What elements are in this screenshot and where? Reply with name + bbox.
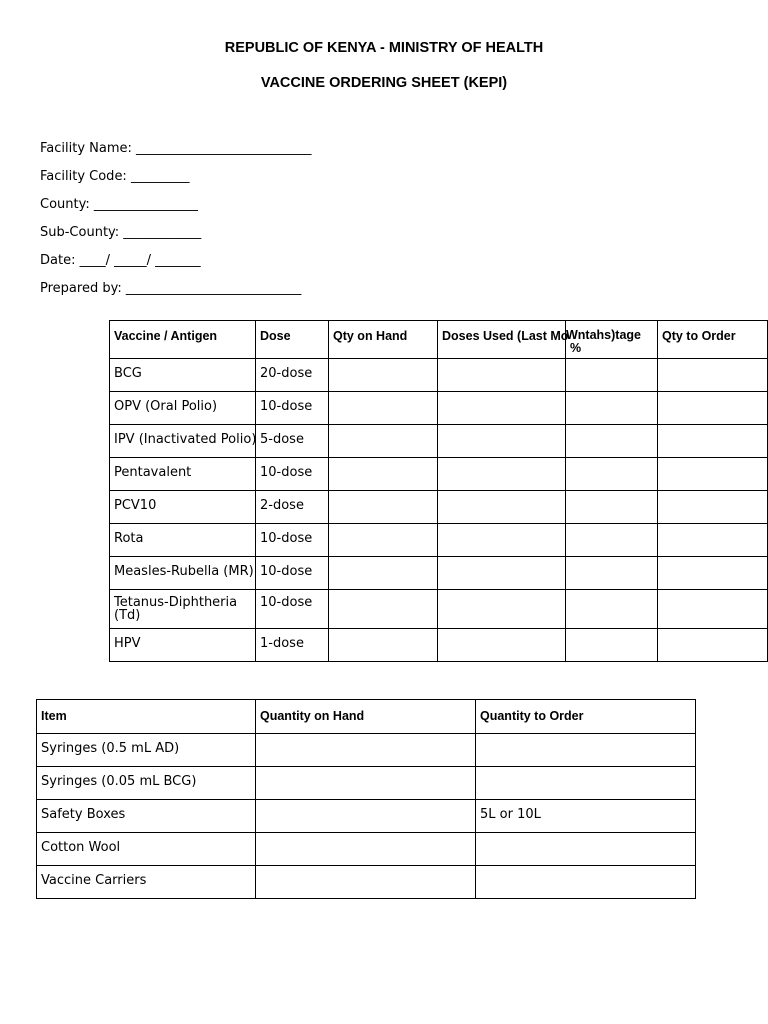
quantity-to-order-cell[interactable]	[476, 767, 696, 800]
quantity-to-order-cell[interactable]	[476, 833, 696, 866]
dose-cell[interactable]: 2-dose	[256, 491, 329, 524]
table-row	[37, 833, 696, 866]
doses-used-cell[interactable]	[438, 392, 566, 425]
doses-used-cell[interactable]	[438, 491, 566, 524]
vaccine-name-cell: IPV (Inactivated Polio)	[110, 425, 256, 458]
vaccine-name-cell: OPV (Oral Polio)	[110, 392, 256, 425]
table-row	[37, 800, 696, 833]
quantity-on-hand-cell[interactable]	[256, 800, 476, 833]
qty-to-order-cell[interactable]	[658, 524, 768, 557]
facility-info-fields	[40, 141, 312, 309]
table-row	[37, 767, 696, 800]
doses-used-cell[interactable]	[438, 425, 566, 458]
qty-to-order-cell[interactable]	[658, 359, 768, 392]
qty-on-hand-cell[interactable]	[329, 425, 438, 458]
table-row	[110, 557, 768, 590]
wastage-cell[interactable]	[566, 359, 658, 392]
qty-on-hand-cell[interactable]	[329, 458, 438, 491]
qty-on-hand-cell[interactable]	[329, 557, 438, 590]
doses-used-cell[interactable]	[438, 458, 566, 491]
qty-to-order-cell[interactable]	[658, 557, 768, 590]
dose-cell[interactable]: 10-dose	[256, 524, 329, 557]
qty-to-order-cell[interactable]	[658, 458, 768, 491]
doses-used-cell[interactable]	[438, 359, 566, 392]
qty-to-order-cell[interactable]	[658, 491, 768, 524]
col-header-item: Item	[37, 700, 256, 734]
vaccine-name-cell: Tetanus-Diphtheria (Td)	[110, 590, 256, 629]
qty-to-order-cell[interactable]	[658, 425, 768, 458]
supply-order-table	[36, 699, 696, 899]
dose-cell[interactable]: 10-dose	[256, 458, 329, 491]
quantity-to-order-cell[interactable]	[476, 866, 696, 899]
table-row	[110, 590, 768, 629]
item-name-cell: Syringes (0.05 mL BCG)	[37, 767, 256, 800]
vaccine-name-cell: BCG	[110, 359, 256, 392]
dose-cell[interactable]: 10-dose	[256, 557, 329, 590]
vaccine-name-cell: Pentavalent	[110, 458, 256, 491]
table-row	[110, 524, 768, 557]
doses-used-cell[interactable]	[438, 590, 566, 629]
doses-used-cell[interactable]	[438, 524, 566, 557]
table-row	[110, 392, 768, 425]
quantity-to-order-cell[interactable]: 5L or 10L	[476, 800, 696, 833]
table-row	[110, 629, 768, 662]
wastage-cell[interactable]	[566, 392, 658, 425]
col-header-wastage: Wntahs)tage %	[566, 321, 658, 359]
wastage-cell[interactable]	[566, 590, 658, 629]
qty-to-order-cell[interactable]	[658, 392, 768, 425]
vaccine-name-cell: PCV10	[110, 491, 256, 524]
sub-county-field[interactable]: Sub-County: ____________	[40, 225, 202, 240]
dose-cell[interactable]: 5-dose	[256, 425, 329, 458]
item-name-cell: Syringes (0.5 mL AD)	[37, 734, 256, 767]
qty-to-order-cell[interactable]	[658, 590, 768, 629]
item-name-cell: Safety Boxes	[37, 800, 256, 833]
col-header-quantity-on-hand: Quantity on Hand	[256, 700, 476, 734]
qty-to-order-cell[interactable]	[658, 629, 768, 662]
wastage-cell[interactable]	[566, 458, 658, 491]
doses-used-cell[interactable]	[438, 629, 566, 662]
qty-on-hand-cell[interactable]	[329, 629, 438, 662]
item-name-cell: Cotton Wool	[37, 833, 256, 866]
doses-used-cell[interactable]	[438, 557, 566, 590]
quantity-on-hand-cell[interactable]	[256, 866, 476, 899]
quantity-on-hand-cell[interactable]	[256, 833, 476, 866]
dose-cell[interactable]: 10-dose	[256, 392, 329, 425]
quantity-to-order-cell[interactable]	[476, 734, 696, 767]
page-subtitle: VACCINE ORDERING SHEET (KEPI)	[260, 75, 508, 91]
wastage-cell[interactable]	[566, 557, 658, 590]
table-row	[110, 359, 768, 392]
vaccine-order-table	[109, 320, 768, 662]
facility-name-field[interactable]: Facility Name: ___________________________	[40, 141, 312, 156]
dose-cell[interactable]: 20-dose	[256, 359, 329, 392]
dose-cell[interactable]: 10-dose	[256, 590, 329, 629]
col-header-vaccine: Vaccine / Antigen	[110, 321, 256, 359]
qty-on-hand-cell[interactable]	[329, 392, 438, 425]
qty-on-hand-cell[interactable]	[329, 359, 438, 392]
table-row	[37, 734, 696, 767]
qty-on-hand-cell[interactable]	[329, 524, 438, 557]
date-field[interactable]: Date: ____/ _____/ _______	[40, 253, 201, 268]
wastage-cell[interactable]	[566, 524, 658, 557]
table-row	[110, 425, 768, 458]
col-header-qty-on-hand: Qty on Hand	[329, 321, 438, 359]
table-header-row	[110, 321, 768, 359]
vaccine-name-cell: Rota	[110, 524, 256, 557]
qty-on-hand-cell[interactable]	[329, 491, 438, 524]
facility-code-field[interactable]: Facility Code: _________	[40, 169, 190, 184]
qty-on-hand-cell[interactable]	[329, 590, 438, 629]
quantity-on-hand-cell[interactable]	[256, 734, 476, 767]
dose-cell[interactable]: 1-dose	[256, 629, 329, 662]
vaccine-name-cell: HPV	[110, 629, 256, 662]
col-header-qty-to-order: Qty to Order	[658, 321, 768, 359]
page-title: REPUBLIC OF KENYA - MINISTRY OF HEALTH	[224, 40, 544, 56]
wastage-cell[interactable]	[566, 425, 658, 458]
col-header-quantity-to-order: Quantity to Order	[476, 700, 696, 734]
table-header-row	[37, 700, 696, 734]
col-header-doses-used: Doses Used (Last Mo	[438, 321, 566, 359]
prepared-by-field[interactable]: Prepared by: ___________________________	[40, 281, 302, 296]
wastage-cell[interactable]	[566, 491, 658, 524]
col-header-dose: Dose	[256, 321, 329, 359]
wastage-cell[interactable]	[566, 629, 658, 662]
county-field[interactable]: County: ________________	[40, 197, 198, 212]
item-name-cell: Vaccine Carriers	[37, 866, 256, 899]
table-row	[37, 866, 696, 899]
table-row	[110, 458, 768, 491]
table-row	[110, 491, 768, 524]
vaccine-name-cell: Measles-Rubella (MR)	[110, 557, 256, 590]
quantity-on-hand-cell[interactable]	[256, 767, 476, 800]
